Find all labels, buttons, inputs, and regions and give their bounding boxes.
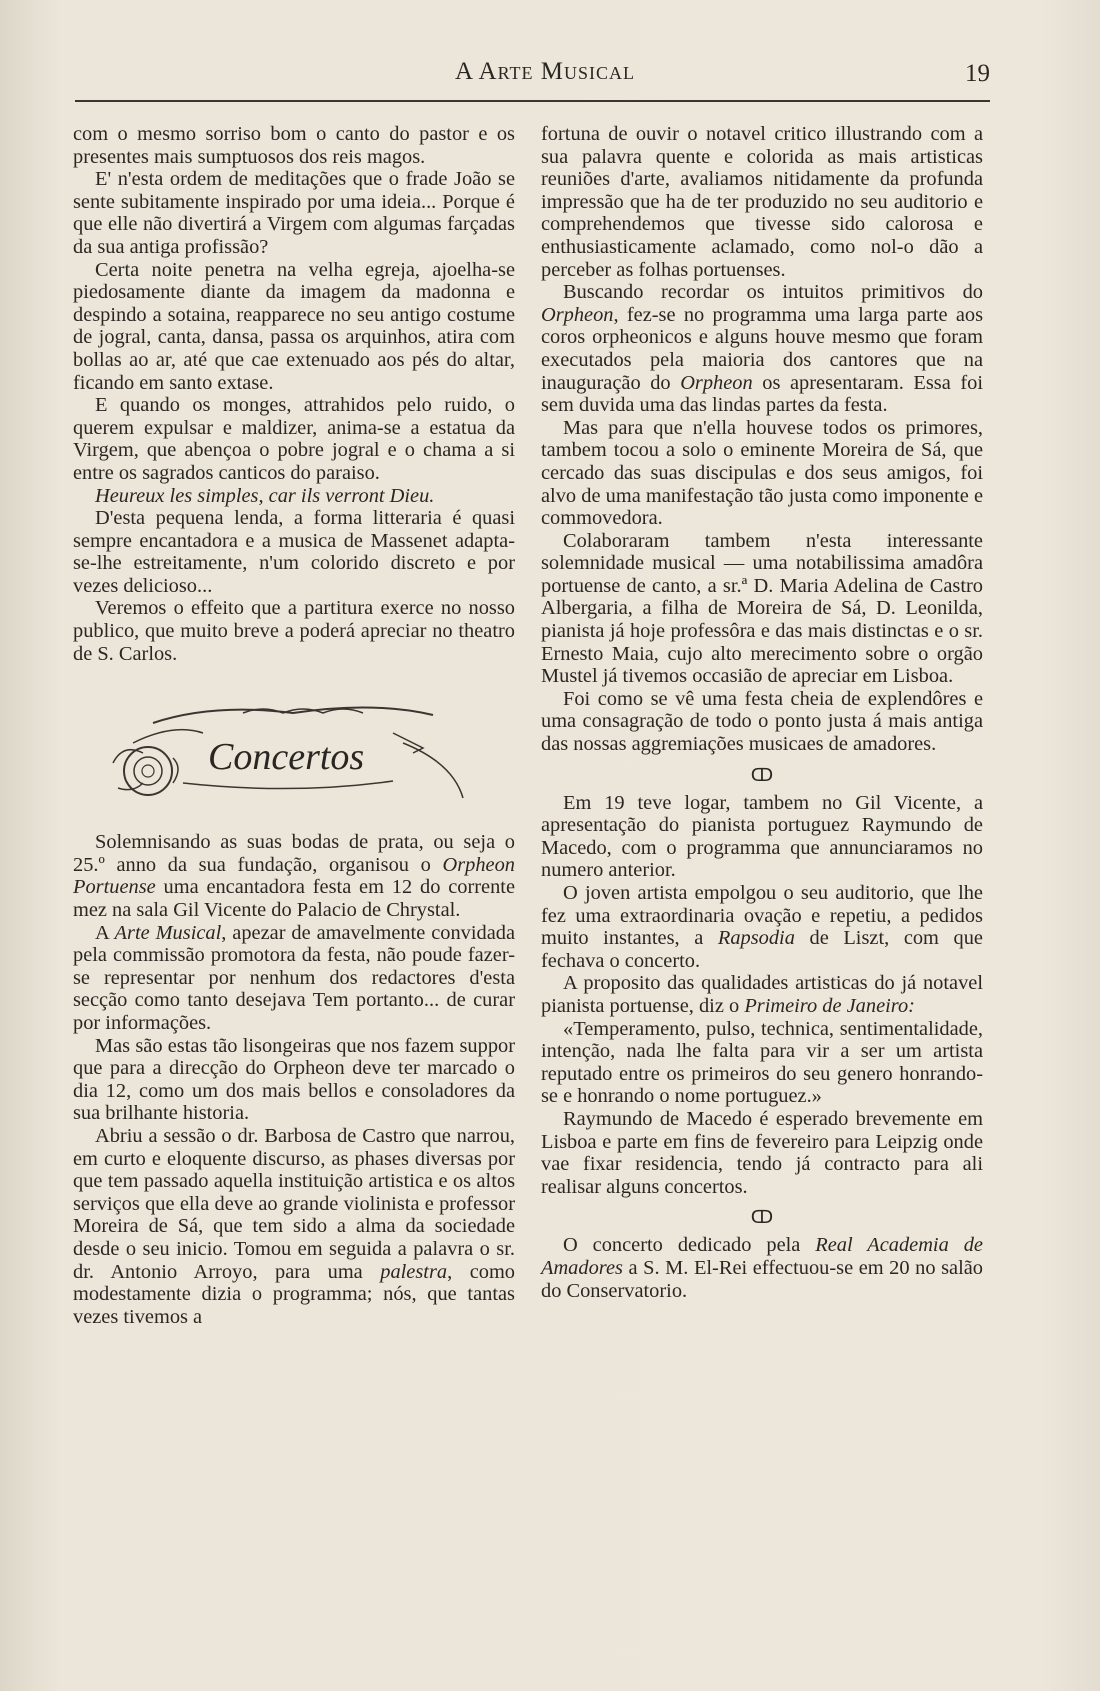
- paragraph: A proposito das qualidades artisticas do já notavel pianista portuense, diz o Primeiro de Janeiro:: [541, 972, 983, 1017]
- paragraph: E' n'esta ordem de meditações que o frade João se sente subitamente inspirado por uma ideia... Porque é que elle não divertirá a Virgem com algumas farçadas da sua antiga profissão?: [73, 168, 515, 258]
- right-column: [541, 123, 983, 1302]
- paragraph: Veremos o effeito que a partitura exerce no nosso publico, que muito breve a poderá apreciar no theatro de S. Carlos.: [73, 597, 515, 665]
- paragraph: Abriu a sessão o dr. Barbosa de Castro que narrou, em curto e eloquente discurso, as phases diversas por que tem passado aquella instituição artistica e os altos serviços que ella deve ao grande violinista e professor Moreira de Sá, que tem sido a alma da sociedade desde o seu inicio. Tomou em seguida a palavra o sr. dr. Antonio Arroyo, para uma palestra, como modestamente dizia o programma; nós, que tantas vezes tivemos a: [73, 1124, 515, 1328]
- running-header: [100, 58, 990, 98]
- section-separator-icon: ↀ: [750, 764, 774, 785]
- left-column: [73, 123, 515, 1328]
- section-separator-icon: ↀ: [750, 1207, 774, 1228]
- paragraph: O joven artista empolgou o seu auditorio, que lhe fez uma extraordinaria ovação e repetiu, a pedidos muito instantes, a Rapsodia de Liszt, com que fechava o concerto.: [541, 882, 983, 972]
- paragraph: Solemnisando as suas bodas de prata, ou seja o 25.º anno da sua fundação, organisou o Orpheon Portuense uma encantadora festa em 12 do corrente mez na sala Gil Vicente do Palacio de Chrystal.: [73, 831, 515, 922]
- journal-title: A Arte Musical: [455, 58, 635, 85]
- quote-line: [73, 485, 515, 508]
- paragraph: fortuna de ouvir o notavel critico illustrando com a sua palavra quente e colorida as mais artisticas reuniões d'arte, avaliamos nitidamente da profunda impressão que ha de ter produzido no seu auditorio e comprehendemos que tivesse sido calorosa e enthusiasticamente aclamado, como nol-o dão a perceber as folhas portuenses.: [541, 123, 983, 281]
- paragraph: Em 19 teve logar, tambem no Gil Vicente, a apresentação do pianista portuguez Raymundo de Macedo, com o programma que annunciaramos no numero anterior.: [541, 791, 983, 882]
- paragraph: Colaboraram tambem n'esta interessante solemnidade musical — uma notabilissima amadôra portuense de canto, a sr.ª D. Maria Adelina de Castro Albergaria, a filha de Moreira de Sá, D. Leonilda, pianista já hoje professôra e das mais distinctas e o sr. Ernesto Maia, cujo alto merecimento sobre o orgão Mustel já tivemos occasião de apreciar em Lisboa.: [541, 529, 983, 688]
- paragraph: Mas para que n'ella houvese todos os primores, tambem tocou a solo o eminente Moreira de Sá, que cercado das suas discipulas e dos seus amigos, foi alvo de uma manifestação tão justa como imponente e commovedora.: [541, 416, 983, 530]
- paragraph: O concerto dedicado pela Real Academia de Amadores a S. M. El-Rei effectuou-se em 20 no salão do Conservatorio.: [541, 1234, 983, 1302]
- paragraph: com o mesmo sorriso bom o canto do pastor e os presentes mais sumptuosos dos reis magos.: [73, 123, 515, 168]
- quoted-paragraph: «Temperamento, pulso, technica, sentimentalidade, intenção, nada lhe falta para vir a ser um artista reputado entre os primeiros do seu genero honrando-se e honrando o nome portuguez.»: [541, 1017, 983, 1108]
- paragraph: A Arte Musical, apezar de amavelmente convidada pela commissão promotora da festa, não poude fazer-se representar por nenhum dos redactores d'esta secção como tanto desejava Tem portanto... de curar por informações.: [73, 921, 515, 1034]
- paragraph: Mas são estas tão lisongeiras que nos fazem suppor que para a direcção do Orpheon deve ter marcado o dia 12, como um dos mais bellos e consoladores da sua brilhante historia.: [73, 1034, 515, 1125]
- paragraph: Buscando recordar os intuitos primitivos do Orpheon, fez-se no programma uma larga parte aos coros orpheonicos e alguns houve mesmo que foram executados pela maioria dos cantores que na inauguração do Orpheon os apresentaram. Essa foi sem duvida uma das lindas partes da festa.: [541, 281, 983, 417]
- page-number: 19: [965, 60, 990, 87]
- paragraph: D'esta pequena lenda, a forma litteraria é quasi sempre encantadora e a musica de Massenet adapta-se-lhe estreitamente, n'um colorido discreto e por vezes delicioso...: [73, 507, 515, 597]
- italic-quote: Heureux les simples, car ils verront Dieu.: [95, 484, 435, 507]
- ornament-title: Concertos: [208, 736, 365, 779]
- header-rule: [75, 100, 990, 102]
- paragraph: Foi como se vê uma festa cheia de explendôres e uma consagração de todo o ponto justa á mais antiga das nossas aggremiações musicaes de amadores.: [541, 687, 983, 756]
- paragraph: E quando os monges, attrahidos pelo ruido, o querem expulsar e maldizer, anima-se a estatua da Virgem, que abençoa o pobre jogral e o chama a si entre os sagrados canticos do paraiso.: [73, 394, 515, 484]
- concertos-section-ornament: [93, 703, 493, 803]
- floral-ornament-icon: [93, 703, 493, 803]
- paragraph: Certa noite penetra na velha egreja, ajoelha-se piedosamente diante da imagem da madonna e despindo a sotaina, reapparece no seu antigo costume de jogral, canta, dansa, passa os arquinhos, atira com bollas ao ar, até que cae extenuado aos pés do altar, ficando em santo extase.: [73, 258, 515, 394]
- paragraph: Raymundo de Macedo é esperado brevemente em Lisboa e parte em fins de fevereiro para Leipzig onde vae fixar residencia, tendo já contracto para ali realisar alguns concertos.: [541, 1107, 983, 1198]
